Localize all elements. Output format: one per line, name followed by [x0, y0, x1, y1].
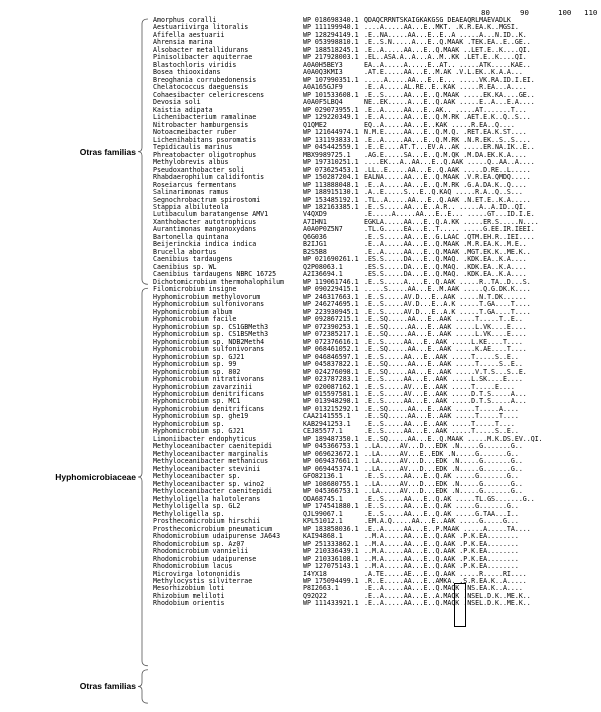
sequence: ..LA.....AV...D...EDK .N.....G.......G..: [364, 442, 523, 451]
species-name: Alsobacter metallidurans: [153, 45, 249, 54]
species-name: Hyphomicrobium sp. MC1: [153, 397, 241, 406]
species-name: Aestuariivirga litoralis: [153, 23, 249, 32]
accession-id: WP 210336108.1: [303, 554, 359, 563]
sequence: .E..S.....AV.D...E..A.K .....T.GA....T....: [364, 307, 531, 316]
sequence: .E..A.....AA...E..Q.MAAK .M.R.EA.K..M.E..: [364, 240, 527, 249]
species-name: Hyphomicrobium sp. CS1GBMeth3: [153, 322, 269, 331]
sequence: .....A.....AA...E..E... .....VK.RA.ID.I.EI.: [364, 75, 535, 84]
sequence: EA..A.....A.....E..AT.. .....ATK.....KAE..: [364, 60, 531, 69]
accession-id: WP 182163385.1: [303, 203, 359, 211]
sequence: ..LA.....AV...E..EDK .N.....G.......G..: [364, 449, 519, 458]
species-name: Hyphomicrobium sp. CS1BSMeth3: [153, 330, 269, 339]
species-name: Hyphomicrobium nitrativorans: [153, 375, 265, 384]
accession-id: A0A0P0Z5N7: [303, 225, 343, 234]
accession-id: V4QXD9: [303, 210, 327, 219]
accession-id: WP 072376616.1: [303, 337, 359, 346]
accession-id: WP 013948298.1: [303, 397, 359, 406]
accession-id: Q1QME2: [303, 120, 327, 129]
sequence: .E..SQ.....AA...E..AAK .....K.AE....T....: [364, 345, 527, 354]
accession-id: B2S5B8: [303, 247, 327, 256]
sequence: EGKLA.....AA...E..Q.A.KK .....ER.S.....N....: [364, 217, 539, 226]
species-name: Caenibius tardaugens NBRC 16725: [153, 270, 277, 279]
sequence: ..M.A.....AA...E..Q.AAK .P.K.EA........: [364, 532, 519, 541]
species-name: Devosia soli: [153, 98, 201, 107]
sequence: .E..SQ.....AA...E..AAK .....T.....S..E..: [364, 360, 523, 369]
species-name: Salinarimonas ramus: [153, 188, 229, 197]
species-name: Microvirga lotononidis: [153, 569, 241, 578]
sequence: .E..S.N.....A...E..Q.MAAK .TEK.EA..E..GE..: [364, 38, 531, 47]
accession-id: WP 127075143.1: [303, 562, 359, 571]
sequence: QDAQCRRNTSKAIGKAKGSG DEAEAQRLMAEVADLK: [364, 16, 511, 24]
accession-id: WP 053998810.1: [303, 38, 359, 47]
accession-id: CAA2141555.1: [303, 412, 351, 421]
accession-id: WP 128294149.1: [303, 30, 359, 39]
species-name: Methyloceanibacter methanicus: [153, 457, 269, 466]
group-bracket: [138, 670, 148, 703]
sequence: .E..SQ.....AA...E..AAK .....V.T.S...S..E.: [364, 367, 527, 376]
species-name: Rhodomicrobium vannielii: [153, 547, 249, 556]
species-name: Hyphomicrobium methylovorum: [153, 292, 261, 301]
species-name: Hyphomicrobium denitrificans: [153, 404, 265, 413]
species-name: Filomicrobium insigne: [153, 285, 237, 294]
group-label: Otras familias: [79, 146, 136, 157]
accession-id: B2IJG1: [303, 240, 327, 249]
accession-id: Q6G036: [303, 232, 327, 241]
species-name: Lutibaculum baratangense AMV1: [153, 210, 269, 219]
species-name: Xanthobacter autotrophicus: [153, 217, 257, 226]
sequence: .E..S.....AA...E..AAK .....L.SK....E....: [364, 375, 523, 384]
species-name: Caenibius sp. WL: [153, 262, 217, 271]
group-label: Hyphomicrobiaceae: [55, 472, 136, 483]
sequence: .EM.A.Q.....AA...E..AAK .....G.....G...: [364, 517, 519, 526]
species-name: Blastochloris viridis: [153, 60, 237, 69]
sequence: .E..NA.....AA...E..E..A .....A...N.ID..K.: [364, 30, 527, 39]
group-label: Otras familias: [79, 681, 136, 692]
accession-id: WP 246274695.1: [303, 300, 359, 309]
accession-id: A0A0F5LBQ4: [303, 98, 343, 107]
accession-id: WP 069623672.1: [303, 449, 359, 458]
sequence: ..LA.....AV...D...EDK .N.....G.......G..: [364, 487, 523, 496]
species-name: Methyloceanibacter sp.: [153, 472, 241, 481]
species-name: Nitrobacter hamburgensis: [153, 120, 249, 129]
accession-id: WP 129220349.1: [303, 113, 359, 122]
sequence: ....A.....AA...E..MKT. .K.R.EA.K..MGSI.: [364, 23, 519, 32]
species-name: Methyloceanibacter stevinii: [153, 464, 261, 473]
accession-id: WP 045366753.1: [303, 487, 359, 496]
sequence: .A.TE.....AE...E..Q.AAK .....R.....RI....: [364, 569, 527, 578]
accession-id: WP 046846597.1: [303, 352, 359, 361]
accession-id: WP 045837822.1: [303, 360, 359, 369]
species-name: Methyloceanibacter caenitepidi: [153, 487, 273, 496]
accession-id: P8I2663.1: [303, 584, 339, 593]
species-name: Methylocystis silviterrae: [153, 577, 253, 585]
ruler-tick: 110: [584, 8, 598, 17]
species-name: Limoniibacter endophyticus: [153, 434, 257, 443]
sequence: .EL..ASA.A..A...A..M..KK .LET.E..K....QI.: [364, 53, 527, 62]
accession-id: WP 175094499.1: [303, 577, 359, 585]
accession-id: WP 174541880.1: [303, 502, 359, 511]
species-name: Breoghania corrubedonensis: [153, 75, 257, 84]
species-name: Lichenihabitans psoromatis: [153, 135, 257, 144]
sequence: .E..A.....AA...E..P.MAAK .....A.....TA....: [364, 524, 531, 533]
species-name: Rhizobium meliloti: [153, 591, 225, 600]
accession-id: WP 069445374.1: [303, 464, 359, 473]
accession-id: A7IHN1: [303, 217, 327, 226]
sequence: NE..EK.....A...E..Q.AAK .....E..A...E.A....: [364, 98, 535, 107]
highlight-box: [454, 583, 466, 627]
sequence: .E..A.....AL.RE..E..KAK .....R.EA...A....: [364, 83, 527, 92]
accession-id: WP 150287204.1: [303, 173, 359, 182]
sequence: ..LA.....AV...D...EDK .N.....G.......G..: [364, 479, 523, 488]
accession-id: WP 183858036.1: [303, 524, 359, 533]
accession-id: WP 113888048.1: [303, 180, 359, 189]
accession-id: WP 092867215.1: [303, 315, 359, 324]
accession-id: WP 153485192.1: [303, 195, 359, 204]
sequence: .E..S.....AV...E..AAK .....T.....E....: [364, 382, 515, 391]
accession-id: WP 045442559.1: [303, 143, 359, 152]
sequence: .ES.S.....DA...E..Q.MAQ. .KDK.EA..K.A....: [364, 270, 527, 279]
species-name: Chelatococcus daeguensis: [153, 83, 249, 92]
sequence: .A..E.....S...E..Q.KAQ .....R.A..Q..S...: [364, 188, 523, 197]
sequence: .E..S.....AV.D...E..AAK .....N.T.DK......: [364, 292, 527, 301]
sequence: .E..A.....AA...E..AK.. .....AT.......T...: [364, 105, 527, 114]
sequence: .E..A.....AA...E..A.MAQK .NSEL.D.K..ME.K..: [364, 591, 531, 600]
species-name: Bosea thiooxidans: [153, 68, 221, 77]
species-name: Rhabdaerophilum calidifontis: [153, 173, 265, 182]
species-name: Brucella abortus: [153, 247, 217, 256]
species-name: Aurantimonas manganoxydans: [153, 225, 257, 234]
sequence: .E..S.....AV...E..AAK .....D.T.S.....A...: [364, 390, 527, 398]
accession-id: WP 246317663.1: [303, 292, 359, 301]
sequence: .LL..E.....AA...E..Q.AAK .....D.RE..L.....: [364, 165, 531, 174]
species-name: Tepidicaulis marinus: [153, 143, 233, 152]
species-name: Rhodobium orientis: [153, 599, 225, 608]
accession-id: WP 121644974.1: [303, 128, 359, 137]
species-name: Hyphomicrobium sp. NDB2Meth4: [153, 337, 265, 346]
sequence: .E..S.....AA...E..Q.AK .....G.TAA...I..: [364, 509, 519, 518]
species-name: Rhodomicrobium lacus: [153, 562, 233, 571]
sequence: .E..E....AT.T...EV.A..AK .....ER.NA.IK..E..: [364, 143, 535, 152]
sequence: ..M.A.....AA...E..Q.AAK .P.K.EA........: [364, 547, 519, 556]
sequence: .E..A.....AA...E..Q.M.RK .AET.E.K..Q..S...: [364, 113, 531, 122]
accession-id: WP 069437661.1: [303, 457, 359, 466]
ruler-tick: 90: [520, 8, 529, 17]
sequence: .E..A.....AA...E..Q.M.RK .N.R.EK..S..S....: [364, 135, 531, 144]
species-name: Hyphomicrobium album: [153, 307, 233, 316]
species-name: Hyphomicrobium sulfonivorans: [153, 345, 265, 354]
species-name: Hyphomicrobium sp. 802: [153, 367, 241, 376]
accession-id: WP 073625453.1: [303, 165, 359, 174]
species-name: Hyphomicrobium sp. ghe19: [153, 412, 249, 421]
ruler-tick: 100: [558, 8, 572, 17]
accession-id: ODA68745.1: [303, 494, 343, 503]
species-name: Kaistia adipata: [153, 105, 213, 114]
accession-id: WP 023787283.1: [303, 375, 359, 384]
species-name: Hyphomicrobium sp. 99: [153, 360, 237, 369]
group-bracket: [138, 288, 148, 665]
accession-id: WP 119061746.1: [303, 277, 359, 286]
accession-id: CEJ85577.1: [303, 427, 343, 436]
sequence: .E..SQ.....AA...E..AAK .....T.....T....: [364, 412, 519, 421]
accession-id: A2I36694.1: [303, 270, 343, 279]
accession-id: WP 197310251.1: [303, 158, 359, 167]
sequence: .E..SQ.....AA...E..AAK .....L.VK....E....: [364, 330, 527, 339]
species-name: Notoacmeibacter ruber: [153, 128, 237, 137]
species-name: Methyloceanibacter sp. wino2: [153, 479, 265, 488]
accession-id: WP 111433921.1: [303, 599, 359, 608]
species-name: Phreatobacter oligotrophus: [153, 150, 257, 159]
species-name: Rhodomicrobium udaipurense JA643: [153, 532, 281, 541]
sequence: .TL..A.....AA...E..Q.AAK .N.ET.E..K.A.....: [364, 195, 531, 204]
species-name: Dichotomicrobium thermohalophilum: [153, 277, 285, 286]
accession-id: WP 108680755.1: [303, 479, 359, 488]
sequence: .E..SQ.....AA...E..Q.MAAK .....M.K.DS.EV..QI.: [364, 434, 543, 443]
accession-id: GFO82136.1: [303, 472, 343, 481]
sequence: .E..S.....AA...E..Q.MAAK .....EK.KA....GE..: [364, 90, 535, 99]
species-name: Lichenibacterium ramalinae: [153, 113, 257, 122]
sequence: .E..S.....AA...E..AAK .....T.....S..E..: [364, 352, 519, 361]
species-name: Methyloceanibacter marginalis: [153, 449, 269, 458]
sequence: .AG.E.....SA...E..Q.M.QK .M.DA.EK.K.A....: [364, 150, 527, 159]
sequence: .AT.E.....AA...E..M.AK .V.L.EK..K.A.A...: [364, 68, 523, 77]
accession-id: WP 210336439.1: [303, 547, 359, 556]
accession-id: WP 107990351.1: [303, 75, 359, 84]
species-name: Rhodomicrobium sp. Az07: [153, 539, 245, 548]
accession-id: A0A165GJF9: [303, 83, 343, 92]
accession-id: WP 111199940.1: [303, 23, 359, 32]
accession-id: WP 217928003.1: [303, 53, 359, 62]
accession-id: WP 045366753.1: [303, 442, 359, 451]
accession-id: WP 101533608.1: [303, 90, 359, 99]
species-name: Prosthecomicrobium pneumaticum: [153, 524, 273, 533]
sequence: .....S.....AA...E..M.AAK .....Q.G.DK.K....: [364, 285, 531, 294]
accession-id: WP 020087162.1: [303, 382, 359, 391]
group-bracket: [138, 19, 148, 284]
sequence: ....EK...A..AA...E..Q.AAK .....Q..AA..A....: [364, 158, 535, 167]
sequence: .TL.G.....EA...E..T..... .....G.EE.IR.IEEI.: [364, 225, 535, 234]
species-name: Hyphomicrobium sp. GJ21: [153, 427, 245, 436]
sequence: .ES.S.....DA...E..Q.MAQ. .KDK.EA..K.A....: [364, 262, 527, 271]
species-name: Pinisolibacter aquiterrae: [153, 53, 253, 62]
species-name: Pseudoxanthobacter soli: [153, 165, 245, 174]
accession-id: WP 029073955.1: [303, 105, 359, 114]
sequence: ..M.A.....AA...E..Q.AAK .P.K.EA........: [364, 562, 519, 571]
species-name: Rhodomicrobium udaipurense: [153, 554, 257, 563]
accession-id: WP 068461052.1: [303, 345, 359, 354]
sequence: EALNA.....AA...E..Q.MAAK .V.R.EA.QMDQ.....: [364, 173, 531, 182]
sequence: .E..A.....AA...E..Q.M.RK .G.A.DA.K..Q....: [364, 180, 527, 189]
accession-id: WP 018698340.1: [303, 16, 359, 24]
accession-id: WP 188518245.1: [303, 45, 359, 54]
accession-id: WP 251333862.1: [303, 539, 359, 548]
sequence: .E..A.....AA...E..Q.MAQK .NS.EA.K..A....: [364, 584, 523, 593]
sequence: .E..S.....AA...E..AAK .....D.T.S.....A...: [364, 397, 527, 406]
accession-id: Q2P08063.1: [303, 262, 343, 271]
sequence: .E..S.....AA...E..Q.AK .....G.......G..: [364, 472, 519, 481]
species-name: Hyphomicrobium zavarzinii: [153, 382, 253, 391]
species-name: Hyphomicrobium sp.: [153, 419, 225, 428]
species-name: Mesorhizobium loti: [153, 584, 225, 593]
species-name: Methylobrevis albus: [153, 158, 229, 167]
sequence: .E..SQ.....AA...E..AAK .....L.VK....E....: [364, 322, 527, 331]
accession-id: WP 131193833.1: [303, 135, 359, 144]
species-name: Bartonella quintana: [153, 232, 229, 241]
sequence: .E..S.....A....E..Q.AAK .....R..TA..D...S.: [364, 277, 531, 286]
sequence: .E..S.....AA...E..AAK .....L.KE....T....: [364, 337, 523, 346]
sequence: .E.....A.....AA...E..E... .....GT...ID.I.E.: [364, 210, 535, 219]
accession-id: KPL51012.1: [303, 517, 343, 526]
species-name: Caenibius tardaugens: [153, 255, 233, 264]
accession-id: Q92Q22: [303, 591, 327, 600]
sequence: .E..A.....AA...E..Q.MAAK ..LET.E..K....QI.: [364, 45, 531, 54]
sequence: .E..SQ.....AA...E..AAK .....T.....A....: [364, 404, 519, 413]
sequence: EQ..A.....AA...E..KAK .....R.EA..Q....: [364, 120, 515, 129]
accession-id: QJL99067.1: [303, 509, 343, 518]
accession-id: KAI94868.1: [303, 532, 343, 541]
accession-id: WP 090229415.1: [303, 285, 359, 294]
species-name: Methyloligella halotolerans: [153, 494, 261, 503]
accession-id: WP 021690261.1: [303, 255, 359, 264]
sequence: .R..E.....AA...E..AMKA. .S.R.EA.K..A.....: [364, 577, 527, 585]
species-name: Afifella aestuarii: [153, 30, 225, 39]
species-name: Ahrensia marina: [153, 38, 213, 47]
species-name: Hyphomicrobium facile: [153, 315, 237, 324]
sequence: ..LA.....AV...D...EDK .N.....G.......G..: [364, 464, 523, 473]
ruler-tick: 80: [481, 8, 490, 17]
accession-id: I4YX18: [303, 569, 327, 578]
accession-id: WP 024276098.1: [303, 367, 359, 376]
sequence: N.M.E.....AA...E..Q.M.Q. .RET.EA.K.ST....: [364, 128, 527, 137]
species-name: Methyloligella sp. GL2: [153, 502, 241, 511]
species-name: Cohaesibacter celericrescens: [153, 90, 265, 99]
sequence: .ES.S.....DA...E..Q.MAQ. .KDK.EA..K.A....: [364, 255, 527, 264]
species-name: Segnochrobactrum spirostomi: [153, 195, 261, 204]
sequence: .E..S.....AA...E..Q.AK .....G.......G..: [364, 502, 519, 511]
accession-id: WP 188915130.1: [303, 188, 359, 197]
sequence: .E..S.....AA...E..A.R.. .....A..A.ID..QI.: [364, 203, 527, 211]
accession-id: A0A0Q3KMI3: [303, 68, 343, 77]
species-name: Amorphus coralli: [153, 16, 217, 24]
sequence: .E..S.....AA...E..G.LAAC .QTM.EH.R..IEI....: [364, 232, 535, 241]
sequence: .E..SQ.....AA...E..AAK .....T.....T..E..: [364, 315, 523, 324]
accession-id: WP 072385217.1: [303, 330, 359, 339]
sequence: .E..S.....AA...E..AAK .....T.....T....: [364, 419, 515, 428]
accession-id: WP 015597581.1: [303, 390, 359, 398]
sequence: .E..S.....AV.D...E..A.K .....T.GA....T....: [364, 300, 531, 309]
accession-id: KAB2941253.1: [303, 419, 351, 428]
sequence: .E..S.....AA...E..Q.AK .....TL.GS.......G..: [364, 494, 535, 503]
sequence: ..M.A.....AA...E..Q.AAK .P.K.EA........: [364, 539, 519, 548]
accession-id: A0A0H5BEY3: [303, 60, 343, 69]
sequence: ..M.A.....AA...E..Q.AAK .P.K.EA........: [364, 554, 519, 563]
sequence: .E..A.....AA...E..Q.MAAK .MGT.EK.K..ME.K..: [364, 247, 531, 256]
sequence: ..LA.....AV...D...EDK .N.....G.......G..: [364, 457, 523, 466]
species-name: Methyloceanibacter caenitepidi: [153, 442, 273, 451]
species-name: Prosthecomicrobium hirschii: [153, 517, 261, 526]
sequence: .E..A.....AA...E..Q.MAQK .NSEL.D.K..ME.K..: [364, 599, 531, 608]
species-name: Stappia albiluteola: [153, 203, 229, 211]
species-name: Roseiarcus fermentans: [153, 180, 237, 189]
accession-id: MBX9989725.1: [303, 150, 351, 159]
sequence: .E..S.....AA...E..AAK .....T.....S..E..: [364, 427, 519, 436]
accession-id: WP 223930945.1: [303, 307, 359, 316]
species-name: Hyphomicrobium sp. GJ21: [153, 352, 245, 361]
species-name: Hyphomicrobium sulfonivorans: [153, 300, 265, 309]
accession-id: WP 072390253.1: [303, 322, 359, 331]
accession-id: WP 189487350.1: [303, 434, 359, 443]
species-name: Methyloligella sp.: [153, 509, 225, 518]
species-name: Hyphomicrobium denitrificans: [153, 390, 265, 398]
accession-id: WP 013215292.1: [303, 404, 359, 413]
species-name: Beijerinckia indica indica: [153, 240, 257, 249]
